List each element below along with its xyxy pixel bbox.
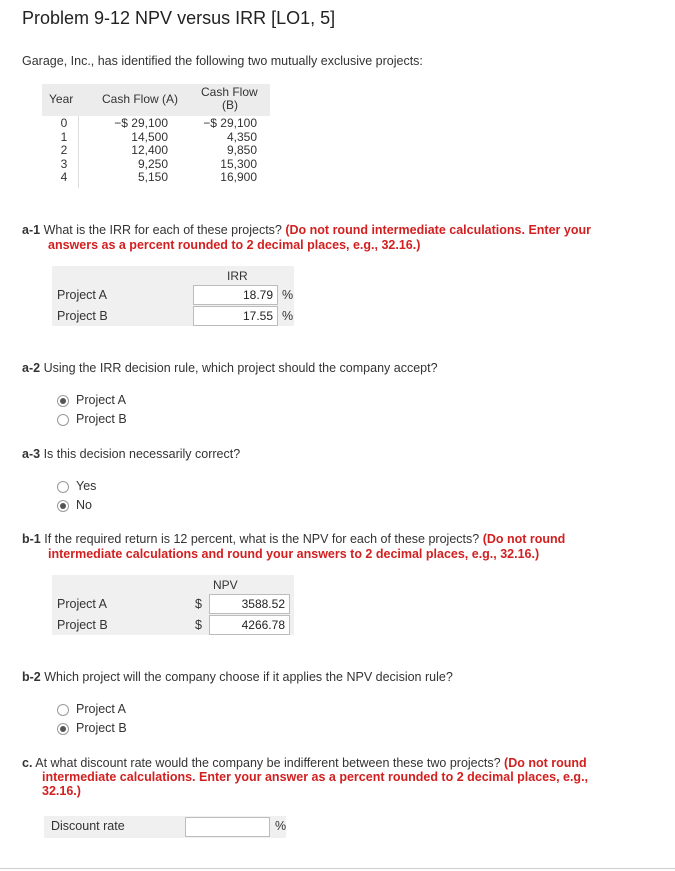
cashflow-b-value: 4,350 [226, 129, 257, 144]
question-number: b-1 [22, 532, 41, 546]
radio-b2-label-b[interactable]: Project B [76, 721, 127, 735]
npv-input-project-b[interactable]: 4266.78 [209, 615, 290, 635]
cashflow-b-value: 15,300 [220, 156, 257, 171]
question-text: Which project will the company choose if it applies the NPV decision rule? [44, 670, 453, 684]
npv-input-project-a[interactable]: 3588.52 [209, 594, 290, 614]
bottom-divider [0, 868, 675, 869]
npv-currency-a: $ [195, 597, 202, 611]
radio-a2-label-a[interactable]: Project A [76, 393, 127, 407]
header-cash-flow-b-2: (B) [222, 98, 238, 112]
cashflow-b-value: −$ 29,100 [203, 116, 257, 130]
irr-unit-b: % [282, 309, 294, 323]
instruction-text: (Do not round intermediate calculations. Enter your [285, 223, 591, 237]
question-text: If the required return is 12 percent, what is the NPV for each of these projects? [44, 532, 480, 546]
instruction-text-3: 32.16.) [42, 784, 81, 798]
cashflow-year: 0 [60, 116, 68, 130]
cashflow-year: 3 [60, 156, 68, 171]
npv-header: NPV [213, 578, 238, 592]
question-a2 [22, 361, 438, 375]
discount-rate-unit: % [275, 819, 287, 833]
npv-label-b: Project B [57, 618, 108, 632]
npv-currency-b: $ [195, 618, 202, 632]
instruction-text-2: answers as a percent rounded to 2 decimal places, e.g., 32.16.) [48, 238, 421, 252]
question-number: a-2 [22, 361, 41, 375]
irr-label-a: Project A [57, 288, 108, 302]
cashflow-b-value: 16,900 [220, 170, 257, 184]
cashflow-a-value: −$ 29,100 [114, 116, 168, 130]
cashflow-column-divider [78, 116, 79, 188]
header-year: Year [49, 92, 74, 106]
cashflow-a-value: 9,250 [137, 156, 168, 171]
question-text: Using the IRR decision rule, which project should the company accept? [43, 361, 438, 375]
cashflow-a-value: 14,500 [131, 129, 168, 144]
question-a3 [22, 447, 240, 461]
instruction-text: (Do not round [504, 756, 587, 770]
page-title: Problem 9-12 NPV versus IRR [LO1, 5] [22, 8, 336, 28]
question-b2 [22, 670, 453, 684]
header-cash-flow-b-1: Cash Flow [201, 85, 258, 99]
question-c [22, 756, 652, 798]
cashflow-a-value: 5,150 [137, 170, 168, 184]
instruction-text-2: intermediate calculations and round your answers to 2 decimal places, e.g., 32.16.) [48, 547, 540, 561]
discount-rate-input[interactable] [185, 817, 270, 837]
question-number: c. [22, 756, 33, 770]
header-cash-flow-a: Cash Flow (A) [102, 92, 179, 106]
irr-label-b: Project B [57, 309, 108, 323]
cashflow-year: 2 [60, 143, 68, 157]
radio-b2-label-a[interactable]: Project A [76, 702, 127, 716]
radio-a3-label-yes[interactable]: Yes [76, 479, 97, 493]
intro-text: Garage, Inc., has identified the following two mutually exclusive projects: [22, 54, 423, 68]
question-text: Is this decision necessarily correct? [43, 447, 241, 461]
radio-a3-label-no[interactable]: No [76, 498, 92, 512]
question-number: b-2 [22, 670, 41, 684]
irr-unit-a: % [282, 288, 294, 302]
irr-input-project-b[interactable]: 17.55 [193, 306, 278, 326]
radio-a2-project-a[interactable] [57, 395, 69, 407]
instruction-text: (Do not round [482, 532, 566, 546]
cashflow-year: 4 [60, 170, 68, 184]
question-b1 [22, 532, 652, 562]
npv-label-a: Project A [57, 597, 108, 611]
radio-b2-project-b[interactable] [57, 723, 69, 735]
radio-a3-no[interactable] [57, 500, 69, 512]
question-text: At what discount rate would the company be indifferent between these two projects? [35, 756, 501, 770]
radio-a2-label-b[interactable]: Project B [76, 412, 127, 426]
irr-input-project-a[interactable]: 18.79 [193, 285, 278, 305]
irr-header: IRR [227, 269, 248, 283]
question-number: a-3 [22, 447, 41, 461]
question-text: What is the IRR for each of these projects? [43, 223, 282, 237]
discount-rate-label: Discount rate [51, 819, 125, 833]
radio-b2-project-a[interactable] [57, 704, 69, 716]
cashflow-a-value: 12,400 [131, 143, 168, 157]
question-a1 [22, 223, 652, 253]
question-number: a-1 [22, 223, 41, 237]
radio-a2-project-b[interactable] [57, 414, 69, 426]
cashflow-year: 1 [60, 129, 68, 144]
radio-a3-yes[interactable] [57, 481, 69, 493]
instruction-text-2: intermediate calculations. Enter your answer as a percent rounded to 2 decimal places, e.g., [42, 770, 589, 784]
cashflow-b-value: 9,850 [226, 143, 257, 157]
